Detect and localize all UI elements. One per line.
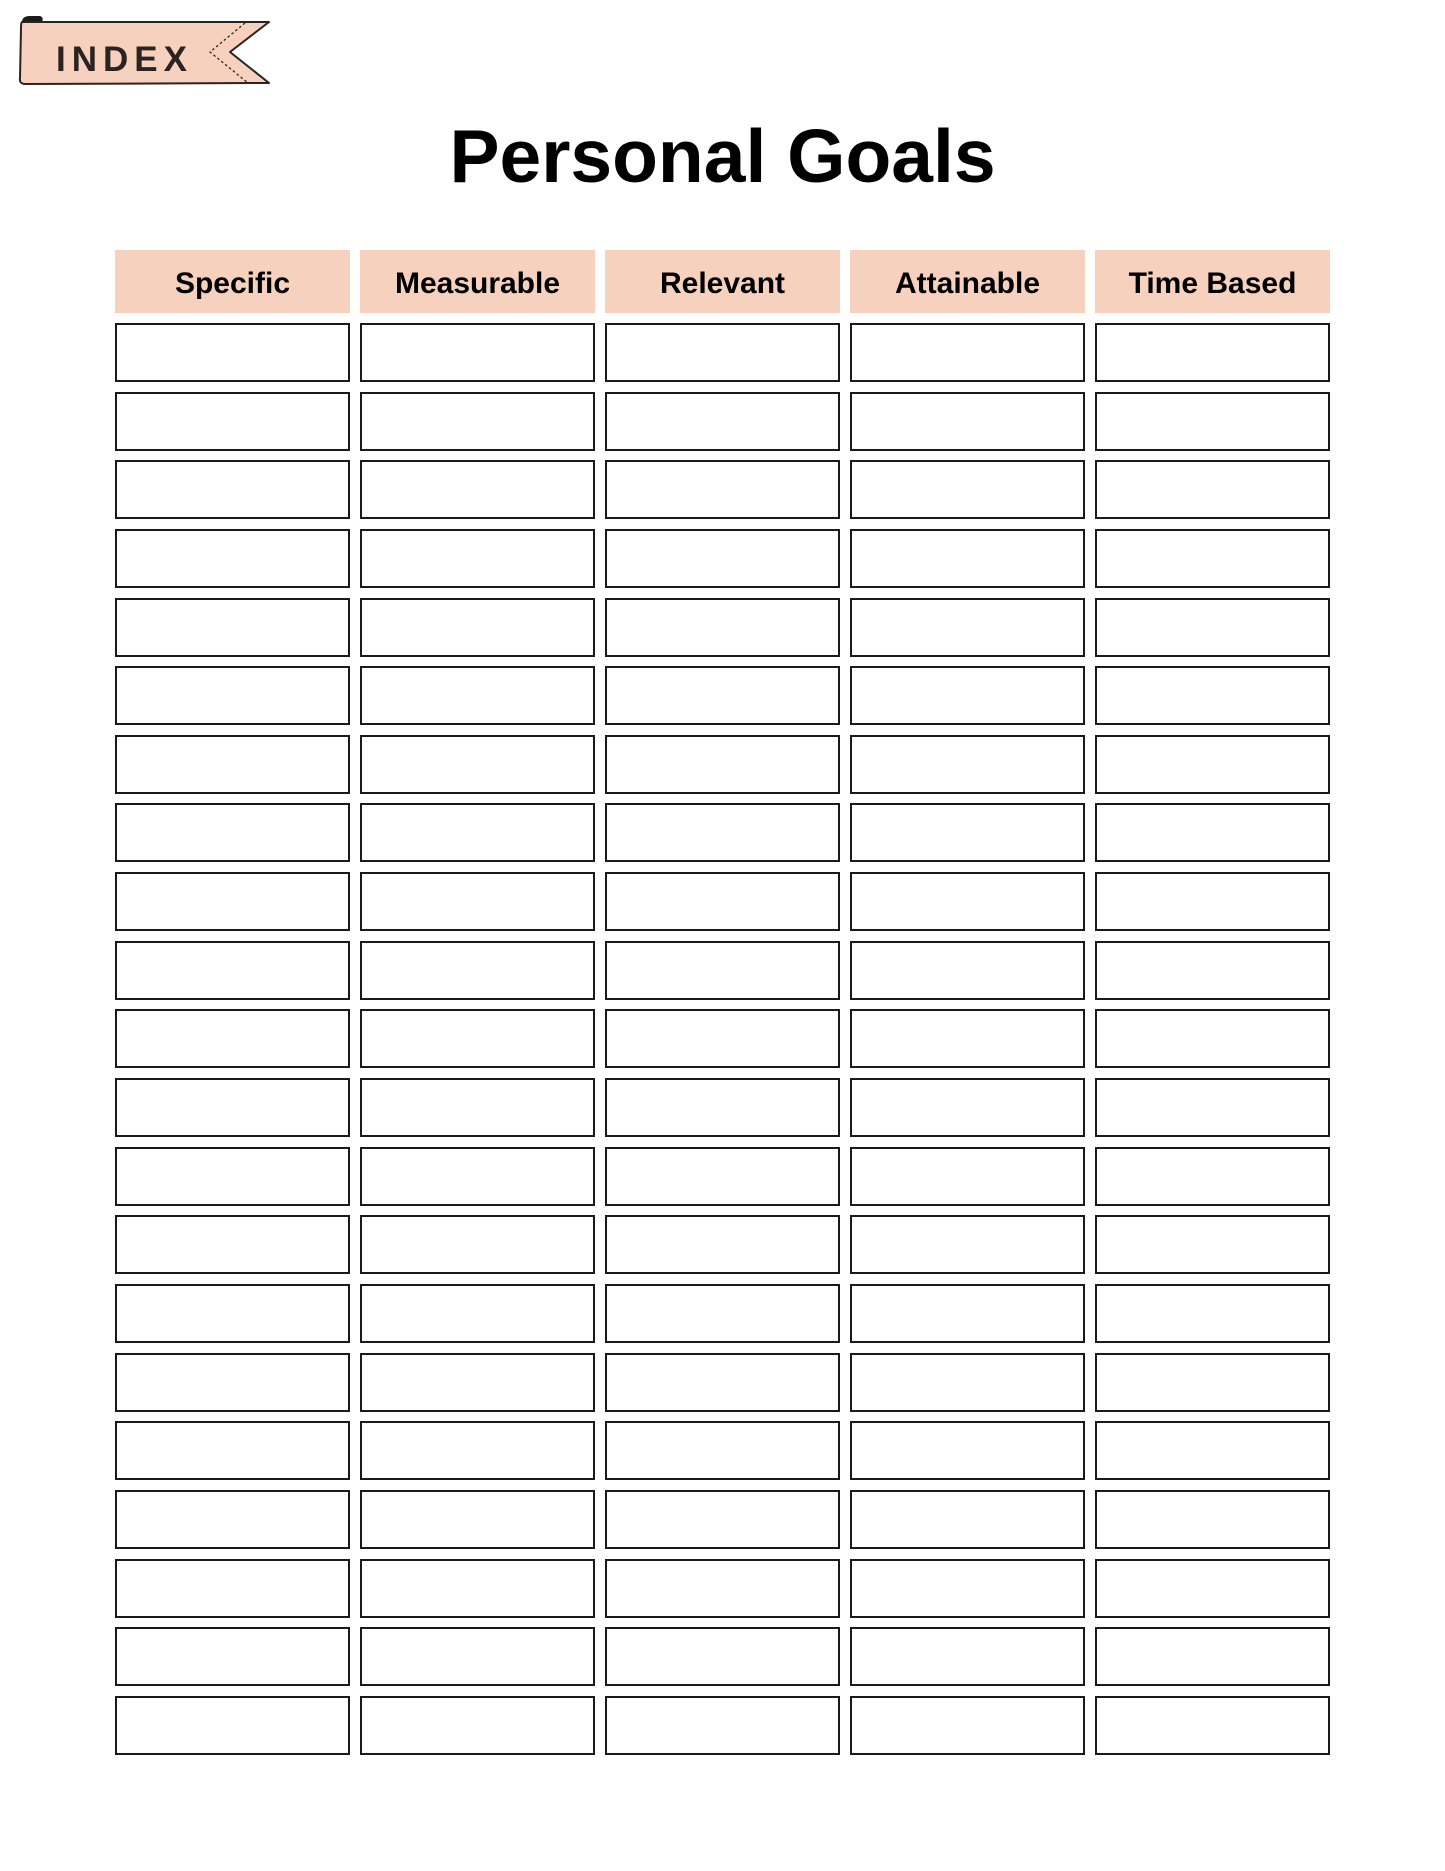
cell-time-based[interactable] bbox=[1095, 392, 1330, 451]
cell-time-based[interactable] bbox=[1095, 460, 1330, 519]
cell-measurable[interactable] bbox=[360, 1559, 595, 1618]
cell-time-based[interactable] bbox=[1095, 1147, 1330, 1206]
cell-attainable[interactable] bbox=[850, 323, 1085, 382]
table-row bbox=[115, 941, 1330, 1000]
table-row bbox=[115, 1696, 1330, 1755]
cell-relevant[interactable] bbox=[605, 529, 840, 588]
cell-time-based[interactable] bbox=[1095, 1353, 1330, 1412]
cell-time-based[interactable] bbox=[1095, 1009, 1330, 1068]
cell-relevant[interactable] bbox=[605, 803, 840, 862]
cell-time-based[interactable] bbox=[1095, 1284, 1330, 1343]
cell-specific[interactable] bbox=[115, 1009, 350, 1068]
cell-attainable[interactable] bbox=[850, 735, 1085, 794]
cell-specific[interactable] bbox=[115, 323, 350, 382]
cell-specific[interactable] bbox=[115, 1421, 350, 1480]
cell-attainable[interactable] bbox=[850, 941, 1085, 1000]
cell-measurable[interactable] bbox=[360, 392, 595, 451]
cell-specific[interactable] bbox=[115, 1627, 350, 1686]
cell-specific[interactable] bbox=[115, 1696, 350, 1755]
cell-measurable[interactable] bbox=[360, 1627, 595, 1686]
cell-measurable[interactable] bbox=[360, 323, 595, 382]
cell-time-based[interactable] bbox=[1095, 1421, 1330, 1480]
column-header-relevant: Relevant bbox=[605, 250, 840, 313]
cell-relevant[interactable] bbox=[605, 392, 840, 451]
cell-attainable[interactable] bbox=[850, 598, 1085, 657]
cell-time-based[interactable] bbox=[1095, 666, 1330, 725]
cell-specific[interactable] bbox=[115, 872, 350, 931]
cell-relevant[interactable] bbox=[605, 323, 840, 382]
table-row bbox=[115, 803, 1330, 862]
cell-time-based[interactable] bbox=[1095, 1559, 1330, 1618]
cell-time-based[interactable] bbox=[1095, 1696, 1330, 1755]
cell-attainable[interactable] bbox=[850, 1490, 1085, 1549]
goals-table bbox=[115, 250, 1330, 313]
cell-attainable[interactable] bbox=[850, 1215, 1085, 1274]
table-row bbox=[115, 1215, 1330, 1274]
cell-measurable[interactable] bbox=[360, 1421, 595, 1480]
column-header-measurable: Measurable bbox=[360, 250, 595, 313]
cell-relevant[interactable] bbox=[605, 941, 840, 1000]
cell-measurable[interactable] bbox=[360, 598, 595, 657]
cell-relevant[interactable] bbox=[605, 1284, 840, 1343]
table-row bbox=[115, 666, 1330, 725]
table-row bbox=[115, 1009, 1330, 1068]
cell-relevant[interactable] bbox=[605, 1147, 840, 1206]
cell-attainable[interactable] bbox=[850, 666, 1085, 725]
cell-relevant[interactable] bbox=[605, 1215, 840, 1274]
cell-specific[interactable] bbox=[115, 1490, 350, 1549]
cell-relevant[interactable] bbox=[605, 598, 840, 657]
cell-attainable[interactable] bbox=[850, 1353, 1085, 1412]
table-header bbox=[115, 250, 1330, 313]
cell-specific[interactable] bbox=[115, 598, 350, 657]
cell-measurable[interactable] bbox=[360, 1284, 595, 1343]
cell-specific[interactable] bbox=[115, 392, 350, 451]
cell-specific[interactable] bbox=[115, 803, 350, 862]
table-row bbox=[115, 1353, 1330, 1412]
cell-specific[interactable] bbox=[115, 1284, 350, 1343]
table-row bbox=[115, 1627, 1330, 1686]
cell-measurable[interactable] bbox=[360, 1009, 595, 1068]
cell-specific[interactable] bbox=[115, 1353, 350, 1412]
cell-attainable[interactable] bbox=[850, 1696, 1085, 1755]
cell-relevant[interactable] bbox=[605, 1421, 840, 1480]
cell-time-based[interactable] bbox=[1095, 1490, 1330, 1549]
cell-time-based[interactable] bbox=[1095, 598, 1330, 657]
cell-measurable[interactable] bbox=[360, 1078, 595, 1137]
cell-measurable[interactable] bbox=[360, 1147, 595, 1206]
page-title: Personal Goals bbox=[449, 114, 996, 198]
cell-measurable[interactable] bbox=[360, 1490, 595, 1549]
table-row bbox=[115, 1284, 1330, 1343]
cell-specific[interactable] bbox=[115, 460, 350, 519]
cell-attainable[interactable] bbox=[850, 1147, 1085, 1206]
cell-measurable[interactable] bbox=[360, 803, 595, 862]
cell-specific[interactable] bbox=[115, 666, 350, 725]
table-row bbox=[115, 735, 1330, 794]
cell-time-based[interactable] bbox=[1095, 872, 1330, 931]
table-row bbox=[115, 598, 1330, 657]
cell-specific[interactable] bbox=[115, 1559, 350, 1618]
column-header-time-based: Time Based bbox=[1095, 250, 1330, 313]
cell-measurable[interactable] bbox=[360, 1215, 595, 1274]
cell-time-based[interactable] bbox=[1095, 735, 1330, 794]
cell-measurable[interactable] bbox=[360, 872, 595, 931]
cell-time-based[interactable] bbox=[1095, 529, 1330, 588]
cell-measurable[interactable] bbox=[360, 1353, 595, 1412]
cell-relevant[interactable] bbox=[605, 1078, 840, 1137]
cell-attainable[interactable] bbox=[850, 1078, 1085, 1137]
cell-relevant[interactable] bbox=[605, 666, 840, 725]
table-row bbox=[115, 1078, 1330, 1137]
cell-specific[interactable] bbox=[115, 941, 350, 1000]
cell-relevant[interactable] bbox=[605, 1696, 840, 1755]
cell-attainable[interactable] bbox=[850, 1284, 1085, 1343]
cell-time-based[interactable] bbox=[1095, 1078, 1330, 1137]
cell-measurable[interactable] bbox=[360, 666, 595, 725]
cell-attainable[interactable] bbox=[850, 1559, 1085, 1618]
table-row bbox=[115, 1421, 1330, 1480]
cell-attainable[interactable] bbox=[850, 1627, 1085, 1686]
table-row bbox=[115, 1147, 1330, 1206]
cell-attainable[interactable] bbox=[850, 529, 1085, 588]
cell-attainable[interactable] bbox=[850, 872, 1085, 931]
cell-relevant[interactable] bbox=[605, 735, 840, 794]
cell-measurable[interactable] bbox=[360, 529, 595, 588]
table-body bbox=[115, 323, 1330, 1764]
cell-measurable[interactable] bbox=[360, 1696, 595, 1755]
table-row bbox=[115, 529, 1330, 588]
cell-time-based[interactable] bbox=[1095, 1215, 1330, 1274]
cell-relevant[interactable] bbox=[605, 460, 840, 519]
cell-attainable[interactable] bbox=[850, 1421, 1085, 1480]
cell-time-based[interactable] bbox=[1095, 323, 1330, 382]
cell-attainable[interactable] bbox=[850, 1009, 1085, 1068]
column-header-attainable: Attainable bbox=[850, 250, 1085, 313]
cell-attainable[interactable] bbox=[850, 392, 1085, 451]
cell-measurable[interactable] bbox=[360, 460, 595, 519]
cell-specific[interactable] bbox=[115, 1215, 350, 1274]
cell-relevant[interactable] bbox=[605, 1353, 840, 1412]
cell-specific[interactable] bbox=[115, 735, 350, 794]
cell-time-based[interactable] bbox=[1095, 1627, 1330, 1686]
cell-attainable[interactable] bbox=[850, 460, 1085, 519]
cell-attainable[interactable] bbox=[850, 803, 1085, 862]
table-row bbox=[115, 1490, 1330, 1549]
index-banner[interactable] bbox=[16, 12, 276, 88]
cell-relevant[interactable] bbox=[605, 872, 840, 931]
table-row bbox=[115, 1559, 1330, 1618]
cell-time-based[interactable] bbox=[1095, 941, 1330, 1000]
table-row bbox=[115, 392, 1330, 451]
cell-relevant[interactable] bbox=[605, 1627, 840, 1686]
cell-relevant[interactable] bbox=[605, 1559, 840, 1618]
cell-relevant[interactable] bbox=[605, 1490, 840, 1549]
cell-relevant[interactable] bbox=[605, 1009, 840, 1068]
cell-measurable[interactable] bbox=[360, 735, 595, 794]
cell-time-based[interactable] bbox=[1095, 803, 1330, 862]
table-row bbox=[115, 460, 1330, 519]
cell-specific[interactable] bbox=[115, 1147, 350, 1206]
column-header-specific: Specific bbox=[115, 250, 350, 313]
cell-specific[interactable] bbox=[115, 529, 350, 588]
table-row bbox=[115, 872, 1330, 931]
table-row bbox=[115, 323, 1330, 382]
cell-measurable[interactable] bbox=[360, 941, 595, 1000]
index-label: INDEX bbox=[56, 40, 193, 79]
cell-specific[interactable] bbox=[115, 1078, 350, 1137]
